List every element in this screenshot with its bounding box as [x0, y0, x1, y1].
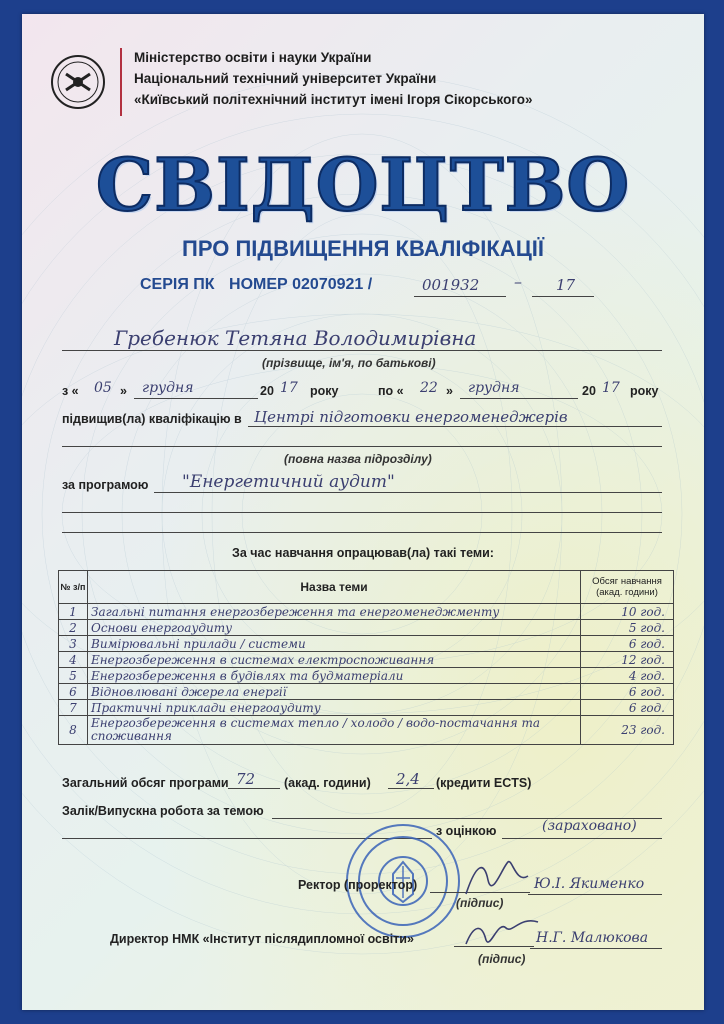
- table-row: [59, 700, 674, 716]
- row-hours: 6 год.: [581, 684, 674, 700]
- grade-label: з оцінкою: [436, 824, 497, 838]
- total-hours-underline: [228, 788, 280, 789]
- rector-signature: [462, 854, 532, 902]
- qualification-value: Центрі підготовки енергоменеджерів: [254, 408, 568, 426]
- certificate-subtitle: ПРО ПІДВИЩЕННЯ КВАЛІФІКАЦІЇ: [182, 236, 544, 261]
- from-month-underline: [134, 398, 258, 399]
- director-name-underline: [530, 948, 662, 949]
- to-year-label: 20: [582, 384, 596, 398]
- from-year: 17: [280, 380, 298, 396]
- from-quote-close: »: [120, 384, 127, 398]
- program-value: "Енергетичний аудит": [182, 472, 395, 492]
- row-num: 7: [59, 700, 88, 716]
- table-row: [59, 684, 674, 700]
- topics-heading: За час навчання опрацював(ла) такі теми:: [232, 546, 494, 560]
- qualification-caption: (повна назва підрозділу): [284, 452, 432, 466]
- rector-sign-caption: (підпис): [456, 896, 504, 910]
- table-row: [59, 636, 674, 652]
- suffix-underline: [532, 296, 594, 297]
- director-sign-caption: (підпис): [478, 952, 526, 966]
- row-topic: Практичні приклади енергоаудиту: [88, 700, 581, 716]
- to-day: 22: [420, 380, 438, 396]
- to-month: грудня: [468, 380, 520, 396]
- row-num: 8: [59, 716, 88, 745]
- program-underline-3: [62, 532, 662, 533]
- number-dash: –: [514, 272, 522, 291]
- from-month: грудня: [142, 380, 194, 396]
- header-divider: [120, 48, 122, 116]
- row-hours: 10 год.: [581, 604, 674, 620]
- row-num: 6: [59, 684, 88, 700]
- series-label: СЕРІЯ ПК: [140, 276, 215, 293]
- name-caption: (прізвище, ім'я, по батькові): [262, 356, 436, 370]
- ministry-name: Міністерство освіти і науки України: [134, 50, 372, 65]
- rector-label: Ректор (проректор): [298, 878, 418, 892]
- row-topic: Енергозбереження в системах електроспоживання: [88, 652, 581, 668]
- topics-table: [58, 570, 674, 745]
- certificate-sheet: [22, 14, 704, 1010]
- program-underline: [154, 492, 662, 493]
- from-day: 05: [94, 380, 112, 396]
- row-topic: Основи енергоаудиту: [88, 620, 581, 636]
- rector-name: Ю.І. Якименко: [534, 876, 645, 892]
- qualification-underline: [248, 426, 662, 427]
- qualification-underline-2: [62, 446, 662, 447]
- table-row: [59, 604, 674, 620]
- from-label: з «: [62, 384, 79, 398]
- to-quote-close: »: [446, 384, 453, 398]
- col-name-header: Назва теми: [88, 571, 581, 604]
- to-year-word: року: [630, 384, 659, 398]
- row-num: 5: [59, 668, 88, 684]
- number-label: НОМЕР 02070921 /: [229, 276, 373, 293]
- row-hours: 6 год.: [581, 700, 674, 716]
- total-label: Загальний обсяг програми: [62, 776, 229, 790]
- director-name: Н.Г. Малюкова: [536, 930, 649, 946]
- to-month-underline: [460, 398, 578, 399]
- total-credits-unit: (кредити ECTS): [436, 776, 532, 790]
- table-row: [59, 652, 674, 668]
- row-hours: 5 год.: [581, 620, 674, 636]
- person-name: Гребенюк Тетяна Володимирівна: [114, 326, 477, 350]
- table-row: [59, 668, 674, 684]
- certificate-title: СВІДОЦТВО: [95, 142, 631, 227]
- total-credits-underline: [388, 788, 434, 789]
- university-name: Національний технічний університет України: [134, 71, 437, 86]
- row-topic: Загальні питання енергозбереження та енергоменеджменту: [88, 604, 581, 620]
- row-topic: Енергозбереження в будівлях та будматеріали: [88, 668, 581, 684]
- row-num: 3: [59, 636, 88, 652]
- col-hours-header: Обсяг навчання (акад. години): [581, 571, 674, 604]
- program-underline-2: [62, 512, 662, 513]
- program-label: за програмою: [62, 478, 149, 492]
- rector-name-underline: [528, 894, 662, 895]
- row-hours: 6 год.: [581, 636, 674, 652]
- row-num: 2: [59, 620, 88, 636]
- thesis-label: Залік/Випускна робота за темою: [62, 804, 264, 818]
- university-emblem: [50, 54, 106, 110]
- number-handwritten: 001932: [422, 276, 480, 294]
- total-credits: 2,4: [396, 770, 420, 788]
- col-num-header: № з/п: [59, 571, 88, 604]
- number-underline: [414, 296, 506, 297]
- total-hours-unit: (акад. години): [284, 776, 371, 790]
- number-suffix: 17: [556, 276, 576, 294]
- director-label: Директор НМК «Інститут післядипломної освіти»: [110, 932, 414, 946]
- qualification-label: підвищив(ла) кваліфікацію в: [62, 412, 242, 426]
- to-year: 17: [602, 380, 620, 396]
- row-topic: Енергозбереження в системах тепло / холодо / водо-постачання та споживання: [88, 716, 581, 745]
- name-underline: [62, 350, 662, 351]
- from-year-word: року: [310, 384, 339, 398]
- grade-underline: [502, 838, 662, 839]
- institute-name: «Київський політехнічний інститут імені Ігоря Сікорського»: [134, 92, 533, 107]
- table-row: [59, 716, 674, 745]
- row-num: 1: [59, 604, 88, 620]
- from-year-label: 20: [260, 384, 274, 398]
- row-hours: 12 год.: [581, 652, 674, 668]
- total-hours: 72: [236, 770, 256, 788]
- row-hours: 23 год.: [581, 716, 674, 745]
- to-label: по «: [378, 384, 404, 398]
- series-number-line: [140, 276, 382, 294]
- row-num: 4: [59, 652, 88, 668]
- row-topic: Відновлювані джерела енергії: [88, 684, 581, 700]
- row-hours: 4 год.: [581, 668, 674, 684]
- table-row: [59, 620, 674, 636]
- grade-value: (зараховано): [542, 818, 637, 834]
- row-topic: Вимірювальні прилади / системи: [88, 636, 581, 652]
